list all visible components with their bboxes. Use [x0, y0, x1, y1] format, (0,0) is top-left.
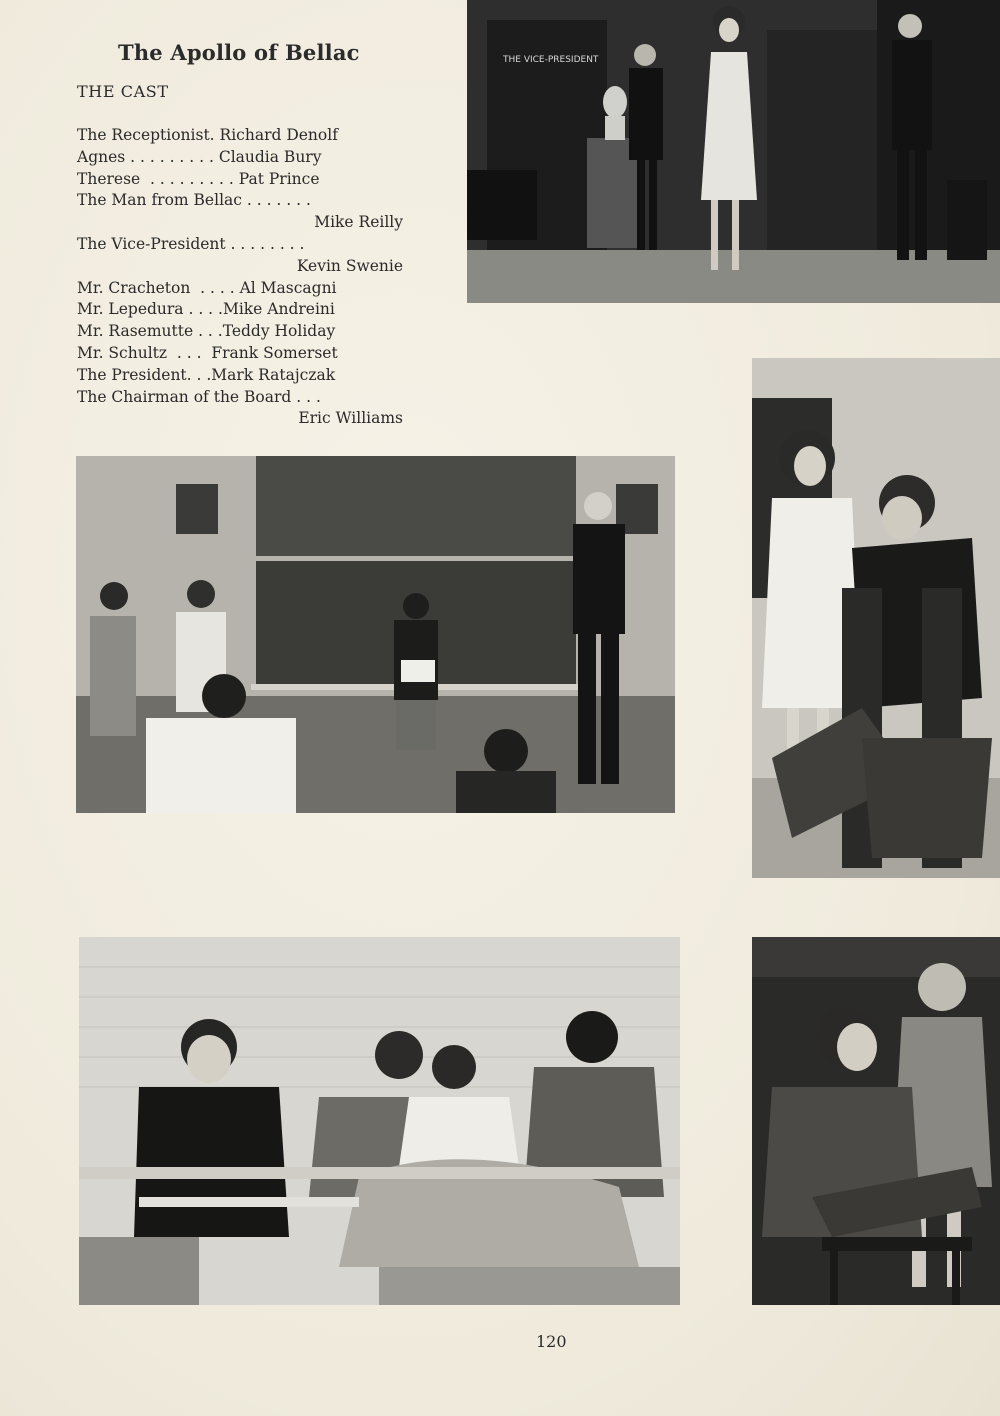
cast-line: Mike Reilly — [314, 213, 403, 232]
cast-line: The President. . .Mark Ratajczak — [77, 365, 336, 384]
stage-photo-top — [467, 0, 1000, 303]
cast-line: The Chairman of the Board . . . — [77, 387, 321, 406]
cast-line: Mr. Cracheton . . . . Al Mascagni — [77, 278, 337, 297]
cast-line: Kevin Swenie — [296, 256, 403, 275]
stage-chair-photo — [752, 358, 1000, 878]
classroom-photo — [76, 456, 675, 813]
cast-heading: THE CAST — [77, 82, 169, 101]
cast-line: The Receptionist. Richard Denolf — [77, 126, 338, 144]
page-number: 120 — [536, 1332, 567, 1351]
door-sign: THE VICE-PRESIDENT — [503, 55, 599, 65]
cast-line: The Man from Bellac . . . . . . . — [77, 191, 311, 210]
page-title: The Apollo of Bellac — [118, 40, 360, 65]
cast-line: Agnes . . . . . . . . . Claudia Bury — [77, 147, 322, 166]
desks-photo — [79, 937, 680, 1305]
cast-line: The Vice-President . . . . . . . . — [77, 234, 305, 253]
cast-line: Eric Williams — [298, 409, 403, 428]
cast-line: Mr. Lepedura . . . .Mike Andreini — [77, 300, 335, 319]
cast-line: Therese . . . . . . . . . Pat Prince — [77, 169, 320, 188]
pair-photo — [752, 937, 1000, 1305]
cast-line: Mr. Rasemutte . . .Teddy Holiday — [77, 322, 336, 341]
cast-line: Mr. Schultz . . . Frank Somerset — [77, 343, 338, 362]
cast-list — [77, 125, 403, 430]
